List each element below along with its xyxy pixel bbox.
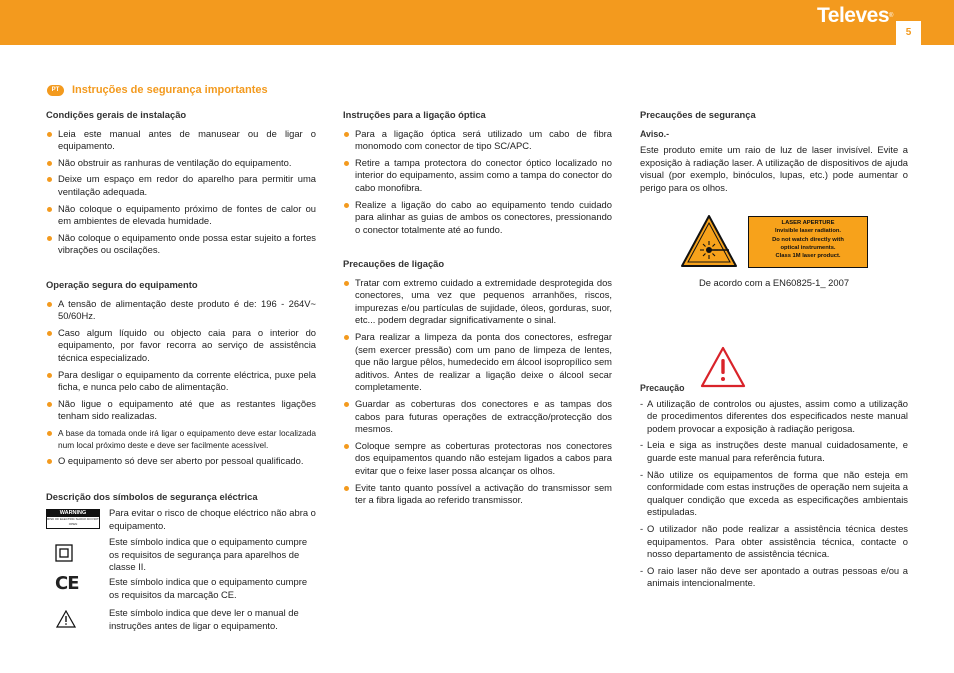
list-item: Tratar com extremo cuidado a extremidade desprotegida dos conectores, uma vez que pequenos arranhões, riscos, impurezas e/ou partículas de sujidade, óleos, gorduras, suor, etc... podem degradar significativamente o sinal.: [343, 277, 612, 327]
list-item: Evite tanto quanto possível a activação do transmissor sem ter a fibra ligada ao referido transmissor.: [343, 482, 612, 507]
list-item: Para realizar a limpeza da ponta dos conectores, esfregar (sem exercer pressão) com um pano de limpeza de lentes, que não largue pêlos, humedecido em álcool isopropílico sem aditivos. Antes de realizar a ligação deixe o álcool secar completamente.: [343, 331, 612, 394]
column-left-operation: [46, 279, 316, 472]
symbol-description: Este símbolo indica que o equipamento cumpre os requisitos da marcação CE.: [109, 576, 308, 600]
operation-list: [46, 298, 316, 468]
list-item: - Leia e siga as instruções deste manual cuidadosamente, e guarde este manual para referência futura.: [640, 439, 908, 464]
double-insulation-icon: [55, 544, 73, 566]
laser-label-line: Class 1M laser product.: [775, 253, 841, 260]
list-item: Retire a tampa protectora do conector óptico localizado no interior do equipamento, assim como a tampa do conector do cabo monofibra.: [343, 157, 612, 195]
symbol-description: Para evitar o risco de choque eléctrico não abra o equipamento.: [109, 507, 316, 531]
laser-aperture-label: [748, 216, 868, 268]
column-right: [640, 109, 908, 195]
list-item: Não coloque o equipamento onde possa estar sujeito a fortes vibrações ou oscilações.: [46, 232, 316, 257]
list-item: - O raio laser não deve ser apontado a outras pessoas e/ou a animais intencionalmente.: [640, 565, 908, 590]
standard-reference: De acordo com a EN60825-1_ 2007: [698, 277, 850, 288]
list-item: Não coloque o equipamento próximo de fontes de calor ou em ambientes de elevada humidade.: [46, 203, 316, 228]
list-item: Para a ligação óptica será utilizado um cabo de fibra monomodo com conector de tipo SC/APC.: [343, 128, 612, 153]
ce-mark-icon: CE: [55, 573, 79, 594]
symbol-description: Este símbolo indica que o equipamento cumpre os requisitos de segurança para aparelhos de classe II.: [109, 536, 308, 573]
list-item: O equipamento só deve ser aberto por pessoal qualificado.: [46, 455, 316, 468]
subheading-symbols: Descrição dos símbolos de segurança eléctrica: [46, 491, 258, 502]
subheading-precautions: Precauções de ligação: [343, 258, 445, 269]
list-item: - O utilizador não pode realizar a assistência técnica destes equipamentos. Para obter assistência técnica, contacte o nosso departamento de assistência técnica.: [640, 523, 908, 561]
warning-text: Este produto emite um raio de luz de laser invisível. Evite a exposição à radiação laser. A utilização de dispositivos de ajuda visual (por exemplo, binóculos, lupas, etc.) pode aumentar o perigo para os olhos.: [640, 144, 908, 193]
list-item: Não ligue o equipamento até que as restantes ligações tenham sido realizadas.: [46, 398, 316, 423]
list-item: A base da tomada onde irá ligar o equipamento deve estar localizada num local próximo deste e deve ser facilmente acessível.: [46, 427, 316, 451]
column-left: [46, 109, 316, 261]
laser-hazard-icon: [680, 214, 738, 272]
page-number: 5: [896, 21, 921, 45]
list-item: Realize a ligação do cabo ao equipamento tendo cuidado para alinhar as guias de ambos os conectores, pressionando o conector totalmente até ao fundo.: [343, 199, 612, 237]
warning-label-icon: WARNING RISK OF ELECTRIC SHOCK DO NOT OPEN: [46, 509, 100, 529]
general-list: [46, 128, 316, 257]
symbol-description: Este símbolo indica que deve ler o manual de instruções antes de ligar o equipamento.: [109, 607, 299, 631]
optical-list: [343, 128, 612, 237]
list-item: Leia este manual antes de manusear ou de ligar o equipamento.: [46, 128, 316, 153]
list-item: A tensão de alimentação deste produto é de: 196 - 264V~ 50/60Hz.: [46, 298, 316, 323]
caution-triangle-icon: [56, 610, 76, 632]
brand-logo: Televes®: [817, 4, 893, 27]
column-right-caution: [640, 382, 908, 594]
laser-label-line: Do not watch directly with: [772, 236, 844, 243]
subheading-operation: Operação segura do equipamento: [46, 279, 198, 290]
list-item: Não obstruir as ranhuras de ventilação do equipamento.: [46, 157, 316, 170]
list-item: Para desligar o equipamento da corrente eléctrica, puxe pela ficha, e nunca pelo cabo de alimentação.: [46, 369, 316, 394]
header-bar: [0, 0, 954, 45]
list-item: Caso algum líquido ou objecto caia para o interior do equipamento, por favor recorra ao serviço de assistência técnica especializado.: [46, 327, 316, 365]
laser-label-line: Invisible laser radiation.: [774, 228, 842, 235]
caution-list: [640, 398, 908, 590]
section-title: Instruções de segurança importantes: [72, 84, 268, 96]
subheading-caution: Precaução: [640, 383, 685, 393]
list-item: - A utilização de controlos ou ajustes, assim como a utilização de procedimentos diferentes dos especificados neste manual podem provocar a exposição à radiação perigosa.: [640, 398, 908, 436]
subheading-general: Condições gerais de instalação: [46, 109, 187, 120]
subheading-safety: Precauções de segurança: [640, 109, 756, 120]
laser-label-line: optical instruments.: [780, 244, 836, 251]
laser-label-line: LASER APERTURE: [781, 220, 835, 226]
language-badge: PT: [47, 85, 64, 96]
warning-title: Aviso.-: [640, 128, 670, 139]
column-middle-precautions: [343, 258, 612, 511]
list-item: Coloque sempre as coberturas protectoras nos conectores dos equipamentos quando não estejam ligados a cabos para evitar que o feixe laser possa alcançar os olhos.: [343, 440, 612, 478]
list-item: - Não utilize os equipamentos de forma que não esteja em conformidade com estas instruções de operação nem sujeita a qualquer condição que exceda as especificações ambientais estipuladas.: [640, 469, 908, 519]
precautions-list: [343, 277, 612, 507]
subheading-optical: Instruções para a ligação óptica: [343, 109, 486, 120]
list-item: Deixe um espaço em redor do aparelho para permitir uma ventilação adequada.: [46, 173, 316, 198]
list-item: Guardar as coberturas dos conectores e as tampas dos cabos para futuras operações de extracção/protecção dos mesmos.: [343, 398, 612, 436]
column-middle: [343, 109, 612, 240]
